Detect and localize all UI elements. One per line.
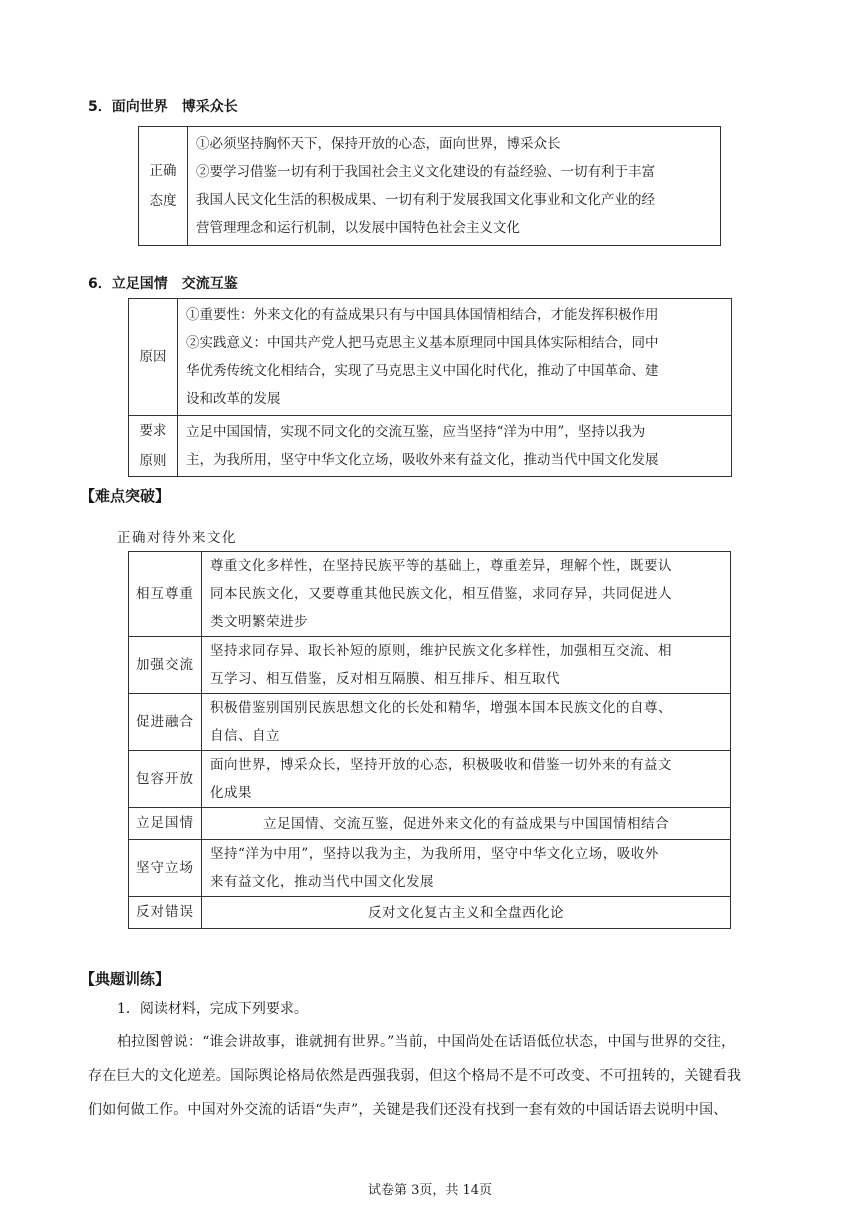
row-content (202, 552, 731, 637)
section-6-label-line: 要求 (139, 423, 167, 439)
row-label: 包容开放 (129, 751, 202, 808)
section-6-line: ②实践意义：中国共产党人把马克思主义基本原理同中国具体实际相结合，同中 (186, 335, 659, 351)
row-label: 促进融合 (129, 694, 202, 751)
section-6-label-principle (129, 416, 178, 477)
section-5-line: ②要学习借鉴一切有利于我国社会主义文化建设的有益经验、一切有利于丰富 (196, 164, 655, 180)
row-line: 类文明繁荣进步 (210, 614, 308, 630)
section-6-label-line: 原因 (139, 349, 167, 365)
section-6-title: 6．立足国情 交流互鉴 (88, 276, 238, 292)
row-line: 互学习、相互借鉴，反对相互隔膜、相互排斥、相互取代 (210, 671, 560, 687)
question-text: 1．阅读材料，完成下列要求。 (117, 1001, 308, 1017)
section-5-line: ①必须坚持胸怀天下，保持开放的心态，面向世界，博采众长 (196, 136, 561, 152)
page-footer: 试卷第 3页，共 14页 (367, 1183, 493, 1198)
row-line: 同本民族文化，又要尊重其他民族文化，相互借鉴，求同存异，共同促进人 (210, 586, 672, 602)
row-label: 相互尊重 (129, 552, 202, 637)
section-6-line: 华优秀传统文化相结合，实现了马克思主义中国化时代化，推动了中国革命、建 (186, 363, 659, 379)
row-content (202, 840, 731, 897)
section-6-content-principle (178, 416, 732, 477)
section-5-title: 5．面向世界 博采众长 (88, 99, 238, 115)
row-line: 坚持“洋为中用”，坚持以我为主，为我所用，坚守中华文化立场，吸收外 (210, 846, 659, 862)
section-6-content-reason (178, 299, 732, 416)
row-content (202, 897, 731, 929)
row-line: 面向世界，博采众长，坚持开放的心态，积极吸收和借鉴一切外来的有益文 (210, 757, 672, 773)
row-content (202, 808, 731, 840)
section-5-line: 营管理理念和运行机制，以发展中国特色社会主义文化 (196, 220, 520, 236)
section-6-table (128, 298, 732, 477)
section-6-line: 主，为我所用，坚守中华文化立场，吸收外来有益文化，推动当代中国文化发展 (186, 452, 659, 468)
section-5-label-line: 正确 (149, 163, 177, 179)
section-5-content (188, 127, 721, 246)
training-heading: 【典题训练】 (80, 970, 171, 988)
section-6-line: 设和改革的发展 (186, 391, 281, 407)
row-content (202, 751, 731, 808)
row-content (202, 637, 731, 694)
row-line: 尊重文化多样性，在坚持民族平等的基础上，尊重差异，理解个性，既要认 (210, 558, 672, 574)
section-6-line: 立足中国国情，实现不同文化的交流互鉴，应当坚持“洋为中用”，坚持以我为 (186, 424, 646, 440)
section-5-label (139, 127, 188, 246)
external-culture-table (128, 551, 731, 929)
row-label: 加强交流 (129, 637, 202, 694)
row-label: 坚守立场 (129, 840, 202, 897)
row-line: 化成果 (210, 785, 252, 801)
row-content (202, 694, 731, 751)
row-line: 坚持求同存异、取长补短的原则，维护民族文化多样性，加强相互交流、相 (210, 643, 672, 659)
row-label: 立足国情 (129, 808, 202, 840)
difficulty-heading: 【难点突破】 (80, 487, 171, 505)
row-line: 来有益文化，推动当代中国文化发展 (210, 874, 434, 890)
material-line: 们如何做工作。中国对外交流的话语“失声”，关键是我们还没有找到一套有效的中国话语去说明中国、 (88, 1102, 728, 1118)
section-5-table (138, 126, 721, 246)
row-line: 立足国情、交流互鉴，促进外来文化的有益成果与中国国情相结合 (263, 815, 669, 832)
difficulty-subtitle: 正确对待外来文化 (117, 530, 237, 546)
section-5-line: 我国人民文化生活的积极成果、一切有利于发展我国文化事业和文化产业的经 (196, 192, 655, 208)
material-line: 柏拉图曾说：“谁会讲故事，谁就拥有世界。”当前，中国尚处在话语低位状态，中国与世界的交往， (117, 1034, 736, 1050)
section-6-label-reason (129, 299, 178, 416)
material-line: 存在巨大的文化逆差。国际舆论格局依然是西强我弱，但这个格局不是不可改变、不可扭转的，关键看我 (88, 1068, 742, 1084)
section-6-line: ①重要性：外来文化的有益成果只有与中国具体国情相结合，才能发挥积极作用 (186, 307, 659, 323)
row-line: 积极借鉴别国别民族思想文化的长处和精华，增强本国本民族文化的自尊、 (210, 700, 672, 716)
section-5-label-line: 态度 (149, 193, 177, 209)
row-label: 反对错误 (129, 897, 202, 929)
row-line: 自信、自立 (210, 728, 280, 744)
section-6-label-line: 原则 (139, 453, 167, 469)
row-line: 反对文化复古主义和全盘西化论 (368, 904, 564, 921)
